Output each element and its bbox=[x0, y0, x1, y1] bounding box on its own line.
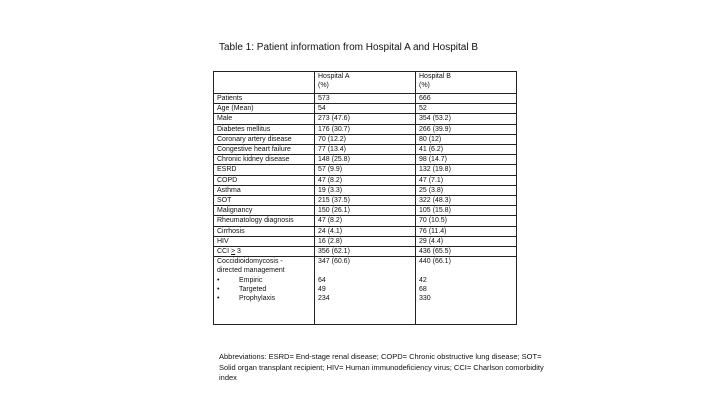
cci-suffix: 3 bbox=[235, 248, 241, 256]
row-value-hospital-a: 273 (47.6) bbox=[315, 114, 416, 124]
table-row bbox=[214, 134, 517, 144]
row-label: Patients bbox=[214, 94, 315, 104]
cocci-label-line1: Coccidioidomycosis - bbox=[217, 258, 283, 266]
table-row bbox=[214, 124, 517, 134]
row-value-hospital-b: 25 (3.8) bbox=[416, 185, 517, 195]
cocci-sub-empiric bbox=[217, 276, 311, 285]
row-value-hospital-b: 354 (53.2) bbox=[416, 114, 517, 124]
row-value-hospital-b: 76 (11.4) bbox=[416, 226, 517, 236]
row-label: Chronic kidney disease bbox=[214, 155, 315, 165]
row-value-b-cci: 436 (65.5) bbox=[416, 247, 517, 257]
table-row bbox=[214, 104, 517, 114]
row-label: Diabetes mellitus bbox=[214, 124, 315, 134]
row-label: Age (Mean) bbox=[214, 104, 315, 114]
row-value-hospital-a: 54 bbox=[315, 104, 416, 114]
header-hospital-a-unit: (%) bbox=[318, 82, 329, 90]
header-empty-cell bbox=[214, 72, 315, 94]
table-row bbox=[214, 175, 517, 185]
row-label: COPD bbox=[214, 175, 315, 185]
row-value-hospital-a: 573 bbox=[315, 94, 416, 104]
cocci-sub-value-a: 49 bbox=[318, 285, 326, 293]
row-value-hospital-a: 19 (3.3) bbox=[315, 185, 416, 195]
spacer bbox=[419, 266, 513, 275]
bullet-icon: • bbox=[217, 295, 220, 303]
table-row bbox=[214, 155, 517, 165]
row-value-hospital-b: 29 (4.4) bbox=[416, 236, 517, 246]
bullet-icon: • bbox=[217, 276, 220, 284]
table-row-cocci bbox=[214, 257, 517, 325]
row-value-hospital-b: 266 (39.9) bbox=[416, 124, 517, 134]
table-row bbox=[214, 236, 517, 246]
row-label: SOT bbox=[214, 196, 315, 206]
header-hospital-b bbox=[416, 72, 517, 94]
row-label: Asthma bbox=[214, 185, 315, 195]
table-title: Table 1: Patient information from Hospital A and Hospital B bbox=[219, 42, 479, 53]
cocci-values-a bbox=[315, 257, 416, 325]
row-value-hospital-b: 70 (10.5) bbox=[416, 216, 517, 226]
table-row bbox=[214, 165, 517, 175]
cocci-sub-label: Empiric bbox=[239, 276, 263, 284]
cocci-sub-label: Targeted bbox=[239, 285, 267, 293]
row-label-cci bbox=[214, 247, 315, 257]
row-value-hospital-a: 24 (4.1) bbox=[315, 226, 416, 236]
row-label: Male bbox=[214, 114, 315, 124]
cocci-sub-value-b: 42 bbox=[419, 276, 427, 284]
row-value-hospital-a: 70 (12.2) bbox=[315, 134, 416, 144]
row-value-hospital-b: 666 bbox=[416, 94, 517, 104]
bullet-icon: • bbox=[217, 285, 220, 293]
row-label: Rheumatology diagnosis bbox=[214, 216, 315, 226]
row-value-hospital-a: 215 (37.5) bbox=[315, 196, 416, 206]
table-row bbox=[214, 94, 517, 104]
header-hospital-b-unit: (%) bbox=[419, 82, 430, 90]
cocci-sub-prophylaxis bbox=[217, 294, 311, 303]
cci-operator: > bbox=[231, 248, 236, 256]
spacer bbox=[318, 266, 412, 275]
abbreviations-note: Abbreviations: ESRD= End-stage renal disease; COPD= Chronic obstructive lung disease; SOT= Solid organ transplant recipient; HIV= Human immunodeficiency virus; CCI= Charlson comorbidity index bbox=[219, 352, 544, 382]
table-row bbox=[214, 114, 517, 124]
row-label: Coronary artery disease bbox=[214, 134, 315, 144]
row-label: ESRD bbox=[214, 165, 315, 175]
table-row bbox=[214, 145, 517, 155]
row-value-hospital-a: 150 (26.1) bbox=[315, 206, 416, 216]
row-value-hospital-a: 47 (8.2) bbox=[315, 175, 416, 185]
row-value-hospital-a: 176 (30.7) bbox=[315, 124, 416, 134]
cocci-sub-value-a: 64 bbox=[318, 276, 326, 284]
cocci-sub-value-a: 234 bbox=[318, 295, 330, 303]
cocci-sub-label: Prophylaxis bbox=[239, 295, 276, 303]
table-header-row bbox=[214, 72, 517, 94]
header-hospital-a-name: Hospital A bbox=[318, 73, 350, 80]
header-hospital-b-name: Hospital B bbox=[419, 73, 451, 80]
row-value-hospital-b: 80 (12) bbox=[416, 134, 517, 144]
row-value-hospital-b: 105 (15.8) bbox=[416, 206, 517, 216]
row-value-hospital-b: 322 (48.3) bbox=[416, 196, 517, 206]
table-row bbox=[214, 196, 517, 206]
row-label-cocci bbox=[214, 257, 315, 325]
cci-prefix: CCI bbox=[217, 248, 231, 256]
row-value-hospital-a: 16 (2.8) bbox=[315, 236, 416, 246]
row-value-hospital-b: 52 bbox=[416, 104, 517, 114]
table-row-cci bbox=[214, 247, 517, 257]
row-value-hospital-a: 148 (25.8) bbox=[315, 155, 416, 165]
table-row bbox=[214, 216, 517, 226]
row-value-hospital-a: 77 (13.4) bbox=[315, 145, 416, 155]
cocci-label-line2: directed management bbox=[217, 267, 285, 275]
cocci-sub-value-b: 330 bbox=[419, 295, 431, 303]
row-label: HIV bbox=[214, 236, 315, 246]
cocci-total-a: 347 (60.6) bbox=[318, 258, 350, 266]
cocci-sub-value-b: 68 bbox=[419, 285, 427, 293]
cocci-sub-targeted bbox=[217, 285, 311, 294]
table-row bbox=[214, 185, 517, 195]
cocci-total-b: 440 (66.1) bbox=[419, 258, 451, 266]
row-value-hospital-a: 47 (8.2) bbox=[315, 216, 416, 226]
row-label: Malignancy bbox=[214, 206, 315, 216]
row-value-hospital-b: 132 (19.8) bbox=[416, 165, 517, 175]
row-label: Congestive heart failure bbox=[214, 145, 315, 155]
table-row bbox=[214, 226, 517, 236]
patient-table bbox=[213, 71, 517, 325]
table-row bbox=[214, 206, 517, 216]
row-value-hospital-b: 98 (14.7) bbox=[416, 155, 517, 165]
row-value-hospital-b: 41 (6.2) bbox=[416, 145, 517, 155]
header-hospital-a bbox=[315, 72, 416, 94]
row-value-hospital-b: 47 (7.1) bbox=[416, 175, 517, 185]
cocci-values-b bbox=[416, 257, 517, 325]
row-value-a-cci: 356 (62.1) bbox=[315, 247, 416, 257]
row-value-hospital-a: 57 (9.9) bbox=[315, 165, 416, 175]
row-label: Cirrhosis bbox=[214, 226, 315, 236]
